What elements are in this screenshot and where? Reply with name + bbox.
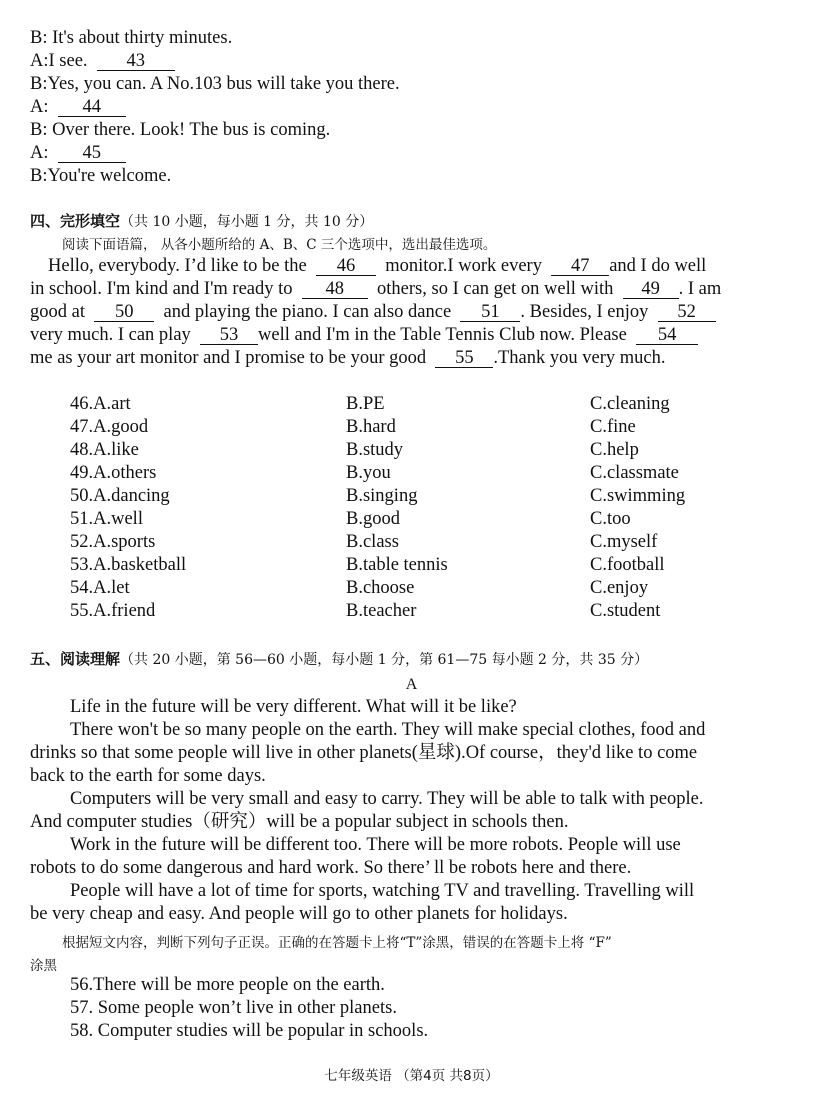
option-a: 55.A.friend — [70, 601, 156, 621]
page-footer: 七年级英语 （第4页 共8页） — [324, 1068, 499, 1084]
passage-line: There won't be so many people on the earth. They will make special clothes, food and — [70, 720, 706, 740]
option-c: C.football — [590, 555, 665, 575]
answer-blank-55: 55 — [435, 349, 493, 368]
option-a: 49.A.others — [70, 463, 157, 483]
option-b: B.PE — [346, 394, 385, 414]
cloze-line: very much. I can play 53 well and I'm in the Table Tennis Club now. Please 54 — [30, 324, 698, 346]
cloze-line: Hello, everybody. I’d like to be the 46 monitor.I work every 47 and I do well — [48, 256, 707, 276]
passage-line: be very cheap and easy. And people will go to other planets for holidays. — [30, 904, 568, 924]
option-c: C.swimming — [590, 486, 686, 506]
answer-blank-47: 47 — [551, 257, 609, 276]
cloze-line: me as your art monitor and I promise to be your good 55 .Thank you very much. — [30, 348, 666, 368]
option-a: 51.A.well — [70, 509, 143, 529]
option-c: C.enjoy — [590, 578, 649, 598]
option-b: B.you — [346, 463, 391, 483]
answer-blank-44: 44 — [58, 98, 126, 117]
option-c: C.cleaning — [590, 394, 670, 414]
answer-blank-46: 46 — [316, 257, 376, 276]
answer-blank-52: 52 — [658, 303, 716, 322]
option-c: C.fine — [590, 417, 636, 437]
passage-line: And computer studies（研究）will be a popular subject in schools then. — [30, 812, 569, 832]
option-a: 52.A.sports — [70, 532, 156, 552]
speaker-text: A: — [30, 143, 49, 163]
answer-blank-49: 49 — [623, 280, 679, 299]
option-a: 46.A.art — [70, 394, 131, 414]
passage-label: A — [405, 676, 418, 693]
option-a: 50.A.dancing — [70, 486, 170, 506]
option-b: B.table tennis — [346, 555, 448, 575]
option-c: C.myself — [590, 532, 658, 552]
answer-blank-45: 45 — [58, 144, 126, 163]
dialogue-line: B: Over there. Look! The bus is coming. — [30, 120, 331, 140]
passage-line: Computers will be very small and easy to carry. They will be able to talk with people. — [70, 789, 704, 809]
dialogue-line — [30, 142, 126, 164]
dialogue-line — [30, 96, 126, 118]
option-c: C.classmate — [590, 463, 679, 483]
option-c: C.student — [590, 601, 661, 621]
reading-instruction: 涂黑 — [30, 958, 57, 974]
answer-blank-51: 51 — [460, 303, 520, 322]
dialogue-line: B:Yes, you can. A No.103 bus will take you there. — [30, 74, 400, 94]
passage-line: back to the earth for some days. — [30, 766, 266, 786]
reading-instruction: 根据短文内容，判断下列句子正误。正确的在答题卡上将“T”涂黑，错误的在答题卡上将 “F” — [62, 935, 612, 951]
option-b: B.good — [346, 509, 400, 529]
passage-line: Life in the future will be very different. What will it be like? — [70, 697, 517, 717]
cloze-line: in school. I'm kind and I'm ready to 48 others, so I can get on well with 49 . I am — [30, 279, 722, 299]
option-a: 47.A.good — [70, 417, 149, 437]
dialogue-line: B: It's about thirty minutes. — [30, 28, 233, 48]
section-heading-reading: 五、阅读理解（共 20 小题，第 56—60 小题，每小题 1 分，第 61—75 每小题 2 分，共 35 分） — [30, 650, 649, 668]
speaker-text: A: — [30, 97, 49, 117]
answer-blank-50: 50 — [94, 303, 154, 322]
dialogue-line — [30, 50, 175, 72]
option-a: 48.A.like — [70, 440, 139, 460]
cloze-line: good at 50 and playing the piano. I can also dance 51 . Besides, I enjoy 52 — [30, 301, 716, 323]
question-item: 56.There will be more people on the earth. — [70, 975, 385, 995]
option-a: 54.A.let — [70, 578, 130, 598]
dialogue-line: B:You're welcome. — [30, 166, 172, 186]
passage-line: robots to do some dangerous and hard work. So there’ ll be robots here and there. — [30, 858, 632, 878]
answer-blank-43: 43 — [97, 52, 175, 71]
answer-blank-54: 54 — [636, 326, 698, 345]
speaker-text: A:I see. — [30, 51, 88, 71]
question-item: 58. Computer studies will be popular in schools. — [70, 1021, 429, 1041]
answer-blank-53: 53 — [200, 326, 258, 345]
passage-line: drinks so that some people will live in other planets(星球).Of course，they'd like to come — [30, 743, 698, 763]
cloze-instruction: 阅读下面语篇， 从各小题所给的 A、B、C 三个选项中，选出最佳选项。 — [62, 237, 497, 253]
option-b: B.study — [346, 440, 404, 460]
question-item: 57. Some people won’t live in other planets. — [70, 998, 397, 1018]
option-b: B.choose — [346, 578, 415, 598]
passage-line: Work in the future will be different too. There will be more robots. People will use — [70, 835, 681, 855]
option-b: B.teacher — [346, 601, 417, 621]
passage-line: People will have a lot of time for sports, watching TV and travelling. Travelling will — [70, 881, 695, 901]
option-a: 53.A.basketball — [70, 555, 187, 575]
option-c: C.help — [590, 440, 639, 460]
option-b: B.class — [346, 532, 399, 552]
option-b: B.hard — [346, 417, 396, 437]
answer-blank-48: 48 — [302, 280, 368, 299]
section-heading-cloze: 四、完形填空（共 10 小题，每小题 1 分，共 10 分） — [30, 212, 374, 230]
option-b: B.singing — [346, 486, 418, 506]
option-c: C.too — [590, 509, 631, 529]
